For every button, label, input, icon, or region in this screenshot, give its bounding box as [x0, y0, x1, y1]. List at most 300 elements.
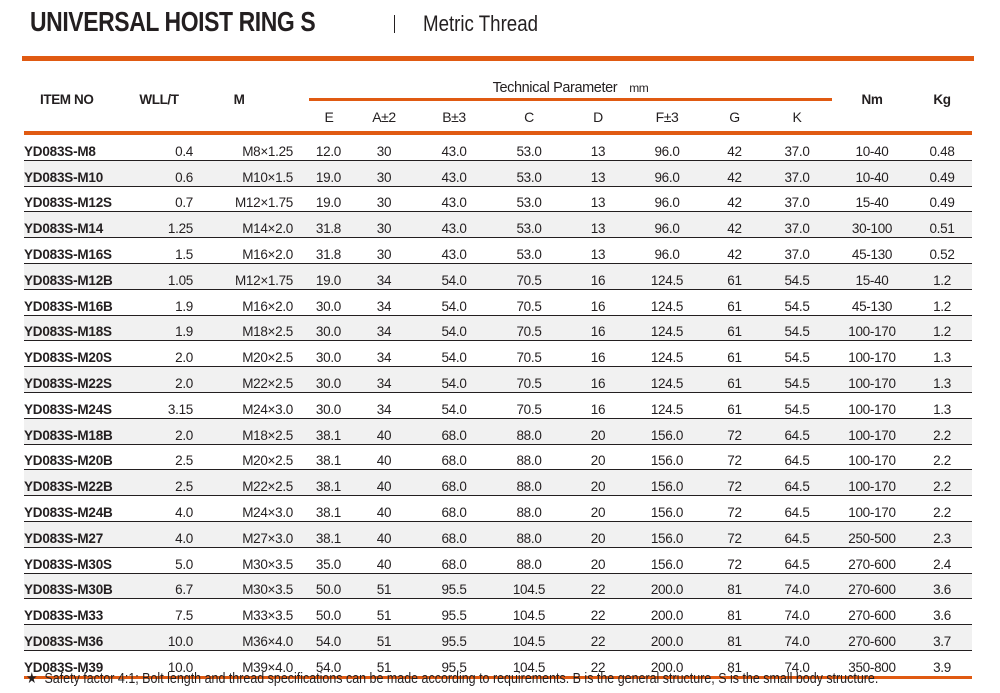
g-cell: 81: [707, 573, 762, 599]
b-cell: 54.0: [419, 263, 489, 289]
k-cell: 37.0: [762, 212, 832, 238]
technical-parameter-unit: mm: [629, 81, 649, 95]
footer-note: [26, 669, 878, 687]
c-cell: 104.5: [489, 625, 569, 651]
g-cell: 42: [707, 186, 762, 212]
kg-cell: 0.49: [912, 186, 972, 212]
d-cell: 16: [569, 315, 627, 341]
a-cell: 34: [349, 392, 419, 418]
k-cell: 64.5: [762, 418, 832, 444]
table-row: [24, 418, 972, 444]
nm-cell: 100-170: [832, 470, 912, 496]
k-cell: 74.0: [762, 599, 832, 625]
header-e: E: [309, 100, 349, 134]
c-cell: 88.0: [489, 470, 569, 496]
k-cell: 54.5: [762, 367, 832, 393]
nm-cell: 100-170: [832, 315, 912, 341]
thread-cell: M12×1.75: [199, 263, 309, 289]
item-no-cell: YD083S-M12S: [24, 186, 119, 212]
f-cell: 124.5: [627, 263, 707, 289]
e-cell: 35.0: [309, 547, 349, 573]
nm-cell: 15-40: [832, 186, 912, 212]
a-cell: 51: [349, 599, 419, 625]
b-cell: 68.0: [419, 470, 489, 496]
d-cell: 20: [569, 547, 627, 573]
g-cell: 61: [707, 315, 762, 341]
c-cell: 104.5: [489, 599, 569, 625]
f-cell: 124.5: [627, 392, 707, 418]
thread-cell: M16×2.0: [199, 238, 309, 264]
kg-cell: 2.4: [912, 547, 972, 573]
a-cell: 34: [349, 341, 419, 367]
table-row: [24, 496, 972, 522]
b-cell: 54.0: [419, 367, 489, 393]
nm-cell: 270-600: [832, 573, 912, 599]
header-k: K: [762, 100, 832, 134]
nm-cell: 10-40: [832, 133, 912, 160]
c-cell: 104.5: [489, 650, 569, 677]
g-cell: 72: [707, 444, 762, 470]
a-cell: 30: [349, 212, 419, 238]
a-cell: 34: [349, 315, 419, 341]
kg-cell: 1.2: [912, 289, 972, 315]
thread-cell: M36×4.0: [199, 625, 309, 651]
f-cell: 156.0: [627, 444, 707, 470]
header-c: C: [489, 100, 569, 134]
c-cell: 70.5: [489, 263, 569, 289]
a-cell: 51: [349, 573, 419, 599]
b-cell: 68.0: [419, 496, 489, 522]
wll-cell: 10.0: [119, 625, 199, 651]
thread-cell: M22×2.5: [199, 470, 309, 496]
nm-cell: 100-170: [832, 341, 912, 367]
k-cell: 64.5: [762, 496, 832, 522]
nm-cell: 30-100: [832, 212, 912, 238]
header-f: F±3: [627, 100, 707, 134]
g-cell: 42: [707, 133, 762, 160]
a-cell: 51: [349, 625, 419, 651]
wll-cell: 4.0: [119, 496, 199, 522]
g-cell: 61: [707, 341, 762, 367]
kg-cell: 2.2: [912, 418, 972, 444]
header-nm: Nm: [832, 68, 912, 133]
wll-cell: 1.9: [119, 315, 199, 341]
table-row: [24, 444, 972, 470]
c-cell: 70.5: [489, 367, 569, 393]
wll-cell: 5.0: [119, 547, 199, 573]
f-cell: 156.0: [627, 470, 707, 496]
e-cell: 50.0: [309, 599, 349, 625]
header-m: M: [199, 68, 309, 133]
wll-cell: 1.9: [119, 289, 199, 315]
a-cell: 34: [349, 263, 419, 289]
d-cell: 20: [569, 470, 627, 496]
wll-cell: 2.5: [119, 470, 199, 496]
page-title: UNIVERSAL HOIST RING S: [30, 6, 316, 37]
header-a: A±2: [349, 100, 419, 134]
wll-cell: 7.5: [119, 599, 199, 625]
wll-cell: 2.0: [119, 418, 199, 444]
b-cell: 95.5: [419, 573, 489, 599]
e-cell: 54.0: [309, 625, 349, 651]
g-cell: 81: [707, 625, 762, 651]
a-cell: 40: [349, 547, 419, 573]
table-row: [24, 470, 972, 496]
f-cell: 156.0: [627, 521, 707, 547]
b-cell: 95.5: [419, 599, 489, 625]
d-cell: 16: [569, 341, 627, 367]
k-cell: 37.0: [762, 238, 832, 264]
e-cell: 19.0: [309, 160, 349, 186]
table-row: [24, 315, 972, 341]
c-cell: 53.0: [489, 238, 569, 264]
nm-cell: 100-170: [832, 444, 912, 470]
thread-cell: M12×1.75: [199, 186, 309, 212]
wll-cell: 4.0: [119, 521, 199, 547]
a-cell: 40: [349, 470, 419, 496]
item-no-cell: YD083S-M10: [24, 160, 119, 186]
wll-cell: 2.0: [119, 367, 199, 393]
d-cell: 13: [569, 160, 627, 186]
a-cell: 34: [349, 367, 419, 393]
header-b: B±3: [419, 100, 489, 134]
e-cell: 38.1: [309, 470, 349, 496]
a-cell: 40: [349, 418, 419, 444]
item-no-cell: YD083S-M18B: [24, 418, 119, 444]
c-cell: 70.5: [489, 341, 569, 367]
header-technical-parameter: [309, 68, 832, 100]
e-cell: 19.0: [309, 263, 349, 289]
spec-table-body: [24, 133, 972, 677]
header-rule: [22, 56, 974, 61]
e-cell: 31.8: [309, 212, 349, 238]
table-row: [24, 521, 972, 547]
c-cell: 53.0: [489, 186, 569, 212]
d-cell: 20: [569, 521, 627, 547]
k-cell: 74.0: [762, 650, 832, 677]
header-kg: Kg: [912, 68, 972, 133]
f-cell: 124.5: [627, 315, 707, 341]
c-cell: 88.0: [489, 496, 569, 522]
b-cell: 43.0: [419, 238, 489, 264]
item-no-cell: YD083S-M8: [24, 133, 119, 160]
g-cell: 61: [707, 263, 762, 289]
d-cell: 16: [569, 367, 627, 393]
thread-cell: M24×3.0: [199, 392, 309, 418]
k-cell: 37.0: [762, 133, 832, 160]
b-cell: 54.0: [419, 315, 489, 341]
item-no-cell: YD083S-M30B: [24, 573, 119, 599]
e-cell: 54.0: [309, 650, 349, 677]
item-no-cell: YD083S-M12B: [24, 263, 119, 289]
b-cell: 54.0: [419, 392, 489, 418]
thread-cell: M20×2.5: [199, 444, 309, 470]
nm-cell: 100-170: [832, 392, 912, 418]
thread-cell: M18×2.5: [199, 315, 309, 341]
thread-cell: M27×3.0: [199, 521, 309, 547]
c-cell: 70.5: [489, 315, 569, 341]
g-cell: 42: [707, 160, 762, 186]
d-cell: 13: [569, 238, 627, 264]
table-row: [24, 367, 972, 393]
b-cell: 43.0: [419, 212, 489, 238]
kg-cell: 3.6: [912, 573, 972, 599]
b-cell: 95.5: [419, 625, 489, 651]
b-cell: 68.0: [419, 444, 489, 470]
d-cell: 20: [569, 418, 627, 444]
d-cell: 13: [569, 186, 627, 212]
nm-cell: 15-40: [832, 263, 912, 289]
thread-cell: M8×1.25: [199, 133, 309, 160]
c-cell: 70.5: [489, 289, 569, 315]
item-no-cell: YD083S-M14: [24, 212, 119, 238]
k-cell: 74.0: [762, 625, 832, 651]
kg-cell: 1.2: [912, 315, 972, 341]
nm-cell: 100-170: [832, 367, 912, 393]
header-d: D: [569, 100, 627, 134]
table-row: [24, 160, 972, 186]
a-cell: 40: [349, 521, 419, 547]
table-row: [24, 133, 972, 160]
b-cell: 68.0: [419, 547, 489, 573]
table-row: [24, 238, 972, 264]
kg-cell: 0.51: [912, 212, 972, 238]
b-cell: 54.0: [419, 341, 489, 367]
c-cell: 88.0: [489, 521, 569, 547]
wll-cell: 2.5: [119, 444, 199, 470]
f-cell: 200.0: [627, 599, 707, 625]
nm-cell: 10-40: [832, 160, 912, 186]
kg-cell: 1.3: [912, 367, 972, 393]
k-cell: 54.5: [762, 289, 832, 315]
title-divider: [394, 15, 395, 33]
f-cell: 96.0: [627, 212, 707, 238]
d-cell: 22: [569, 573, 627, 599]
c-cell: 88.0: [489, 444, 569, 470]
item-no-cell: YD083S-M33: [24, 599, 119, 625]
f-cell: 156.0: [627, 418, 707, 444]
g-cell: 42: [707, 238, 762, 264]
thread-cell: M14×2.0: [199, 212, 309, 238]
nm-cell: 100-170: [832, 496, 912, 522]
f-cell: 96.0: [627, 133, 707, 160]
c-cell: 88.0: [489, 418, 569, 444]
g-cell: 72: [707, 547, 762, 573]
g-cell: 72: [707, 470, 762, 496]
b-cell: 68.0: [419, 521, 489, 547]
e-cell: 38.1: [309, 418, 349, 444]
e-cell: 30.0: [309, 367, 349, 393]
footer-note-text: Safety factor 4:1; Bolt length and thread specifications can be made according to requirements. B is the general structure, S is the small body structure.: [44, 671, 879, 687]
b-cell: 43.0: [419, 133, 489, 160]
nm-cell: 250-500: [832, 521, 912, 547]
spec-table: [24, 68, 972, 679]
wll-cell: 0.7: [119, 186, 199, 212]
b-cell: 68.0: [419, 418, 489, 444]
nm-cell: 270-600: [832, 599, 912, 625]
k-cell: 37.0: [762, 186, 832, 212]
d-cell: 16: [569, 392, 627, 418]
table-row: [24, 212, 972, 238]
k-cell: 74.0: [762, 573, 832, 599]
kg-cell: 1.3: [912, 392, 972, 418]
table-row: [24, 289, 972, 315]
thread-cell: M10×1.5: [199, 160, 309, 186]
a-cell: 30: [349, 238, 419, 264]
kg-cell: 3.6: [912, 599, 972, 625]
item-no-cell: YD083S-M20B: [24, 444, 119, 470]
thread-cell: M30×3.5: [199, 573, 309, 599]
item-no-cell: YD083S-M27: [24, 521, 119, 547]
k-cell: 64.5: [762, 521, 832, 547]
item-no-cell: YD083S-M24S: [24, 392, 119, 418]
f-cell: 156.0: [627, 547, 707, 573]
f-cell: 124.5: [627, 341, 707, 367]
c-cell: 53.0: [489, 212, 569, 238]
b-cell: 43.0: [419, 160, 489, 186]
g-cell: 42: [707, 212, 762, 238]
g-cell: 61: [707, 367, 762, 393]
e-cell: 19.0: [309, 186, 349, 212]
header-g: G: [707, 100, 762, 134]
e-cell: 30.0: [309, 289, 349, 315]
nm-cell: 45-130: [832, 289, 912, 315]
d-cell: 20: [569, 444, 627, 470]
wll-cell: 3.15: [119, 392, 199, 418]
nm-cell: 270-600: [832, 547, 912, 573]
f-cell: 124.5: [627, 367, 707, 393]
b-cell: 95.5: [419, 650, 489, 677]
kg-cell: 3.9: [912, 650, 972, 677]
item-no-cell: YD083S-M36: [24, 625, 119, 651]
technical-parameter-label: Technical Parameter: [492, 80, 618, 96]
e-cell: 38.1: [309, 496, 349, 522]
f-cell: 156.0: [627, 496, 707, 522]
f-cell: 200.0: [627, 573, 707, 599]
k-cell: 64.5: [762, 444, 832, 470]
thread-cell: M16×2.0: [199, 289, 309, 315]
thread-cell: M30×3.5: [199, 547, 309, 573]
kg-cell: 0.49: [912, 160, 972, 186]
wll-cell: 1.25: [119, 212, 199, 238]
f-cell: 96.0: [627, 186, 707, 212]
kg-cell: 0.48: [912, 133, 972, 160]
item-no-cell: YD083S-M39: [24, 650, 119, 677]
table-row: [24, 547, 972, 573]
table-row: [24, 186, 972, 212]
f-cell: 96.0: [627, 238, 707, 264]
a-cell: 34: [349, 289, 419, 315]
table-row: [24, 341, 972, 367]
e-cell: 30.0: [309, 341, 349, 367]
d-cell: 16: [569, 289, 627, 315]
f-cell: 124.5: [627, 289, 707, 315]
table-row: [24, 573, 972, 599]
wll-cell: 1.5: [119, 238, 199, 264]
thread-cell: M39×4.0: [199, 650, 309, 677]
item-no-cell: YD083S-M30S: [24, 547, 119, 573]
kg-cell: 1.3: [912, 341, 972, 367]
wll-cell: 0.4: [119, 133, 199, 160]
kg-cell: 2.2: [912, 470, 972, 496]
nm-cell: 350-800: [832, 650, 912, 677]
k-cell: 54.5: [762, 263, 832, 289]
k-cell: 64.5: [762, 470, 832, 496]
a-cell: 30: [349, 133, 419, 160]
g-cell: 72: [707, 418, 762, 444]
e-cell: 38.1: [309, 444, 349, 470]
c-cell: 70.5: [489, 392, 569, 418]
thread-cell: M18×2.5: [199, 418, 309, 444]
page-subtitle: Metric Thread: [423, 11, 539, 36]
d-cell: 20: [569, 496, 627, 522]
table-row: [24, 625, 972, 651]
wll-cell: 10.0: [119, 650, 199, 677]
nm-cell: 270-600: [832, 625, 912, 651]
table-row: [24, 599, 972, 625]
thread-cell: M24×3.0: [199, 496, 309, 522]
item-no-cell: YD083S-M20S: [24, 341, 119, 367]
c-cell: 53.0: [489, 133, 569, 160]
nm-cell: 100-170: [832, 418, 912, 444]
nm-cell: 45-130: [832, 238, 912, 264]
kg-cell: 2.2: [912, 496, 972, 522]
d-cell: 16: [569, 263, 627, 289]
kg-cell: 1.2: [912, 263, 972, 289]
table-row: [24, 392, 972, 418]
item-no-cell: YD083S-M24B: [24, 496, 119, 522]
item-no-cell: YD083S-M22B: [24, 470, 119, 496]
k-cell: 37.0: [762, 160, 832, 186]
f-cell: 200.0: [627, 650, 707, 677]
k-cell: 54.5: [762, 392, 832, 418]
d-cell: 22: [569, 625, 627, 651]
e-cell: 30.0: [309, 392, 349, 418]
kg-cell: 3.7: [912, 625, 972, 651]
d-cell: 22: [569, 599, 627, 625]
item-no-cell: YD083S-M22S: [24, 367, 119, 393]
a-cell: 40: [349, 444, 419, 470]
c-cell: 53.0: [489, 160, 569, 186]
e-cell: 38.1: [309, 521, 349, 547]
item-no-cell: YD083S-M16B: [24, 289, 119, 315]
f-cell: 200.0: [627, 625, 707, 651]
e-cell: 50.0: [309, 573, 349, 599]
g-cell: 61: [707, 289, 762, 315]
k-cell: 64.5: [762, 547, 832, 573]
table-row: [24, 263, 972, 289]
k-cell: 54.5: [762, 341, 832, 367]
a-cell: 40: [349, 496, 419, 522]
kg-cell: 2.2: [912, 444, 972, 470]
item-no-cell: YD083S-M16S: [24, 238, 119, 264]
c-cell: 88.0: [489, 547, 569, 573]
e-cell: 30.0: [309, 315, 349, 341]
g-cell: 81: [707, 599, 762, 625]
a-cell: 51: [349, 650, 419, 677]
d-cell: 22: [569, 650, 627, 677]
header-wll: WLL/T: [119, 68, 199, 133]
c-cell: 104.5: [489, 573, 569, 599]
k-cell: 54.5: [762, 315, 832, 341]
thread-cell: M20×2.5: [199, 341, 309, 367]
thread-cell: M33×3.5: [199, 599, 309, 625]
a-cell: 30: [349, 186, 419, 212]
g-cell: 72: [707, 521, 762, 547]
page-header: [30, 0, 558, 44]
a-cell: 30: [349, 160, 419, 186]
wll-cell: 2.0: [119, 341, 199, 367]
